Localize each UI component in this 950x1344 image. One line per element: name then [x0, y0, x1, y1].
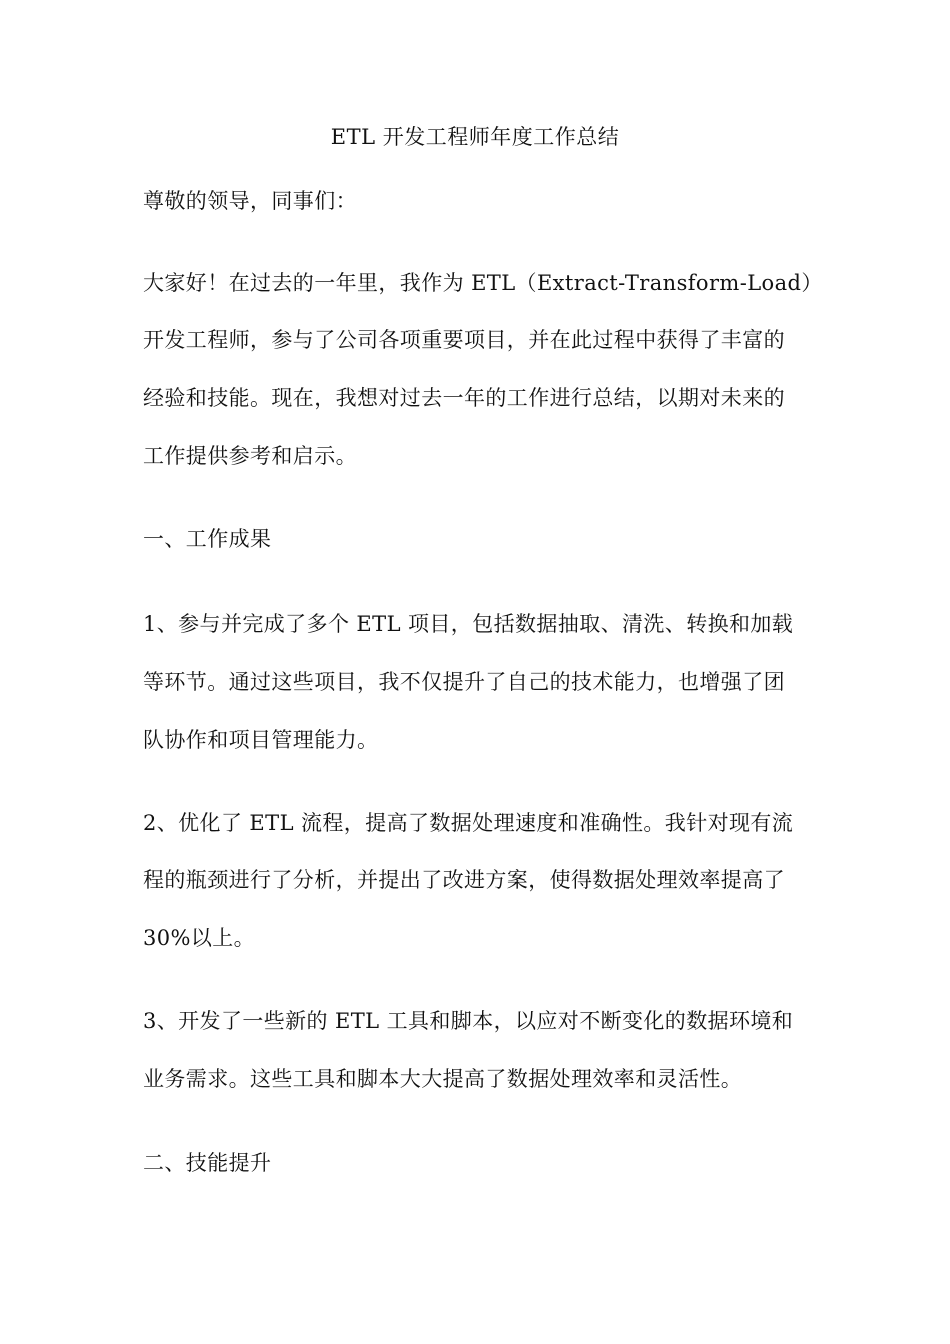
item2-line-2: 程的瓶颈进行了分析，并提出了改进方案，使得数据处理效率提高了 — [143, 868, 785, 892]
item1-line-3: 队协作和项目管理能力。 — [143, 728, 379, 752]
section-heading-achievements: 一、工作成果 — [143, 527, 272, 551]
document-title: ETL 开发工程师年度工作总结 — [330, 125, 620, 149]
item3-line-1: 3、开发了一些新的 ETL 工具和脚本，以应对不断变化的数据环境和 — [143, 1009, 794, 1033]
section-heading-skills: 二、技能提升 — [143, 1151, 272, 1175]
intro-line-1: 大家好！在过去的一年里，我作为 ETL（Extract-Transform-Load） — [143, 271, 823, 295]
intro-line-2: 开发工程师，参与了公司各项重要项目，并在此过程中获得了丰富的 — [143, 328, 785, 352]
intro-line-3: 经验和技能。现在，我想对过去一年的工作进行总结，以期对未来的 — [143, 386, 785, 410]
item3-line-2: 业务需求。这些工具和脚本大大提高了数据处理效率和灵活性。 — [143, 1067, 743, 1091]
item2-line-1: 2、优化了 ETL 流程，提高了数据处理速度和准确性。我针对现有流 — [143, 811, 794, 835]
item2-line-3: 30%以上。 — [143, 926, 256, 950]
item1-line-1: 1、参与并完成了多个 ETL 项目，包括数据抽取、清洗、转换和加载 — [143, 612, 794, 636]
greeting: 尊敬的领导，同事们： — [143, 189, 357, 213]
item1-line-2: 等环节。通过这些项目，我不仅提升了自己的技术能力，也增强了团 — [143, 670, 785, 694]
intro-line-4: 工作提供参考和启示。 — [143, 444, 357, 468]
